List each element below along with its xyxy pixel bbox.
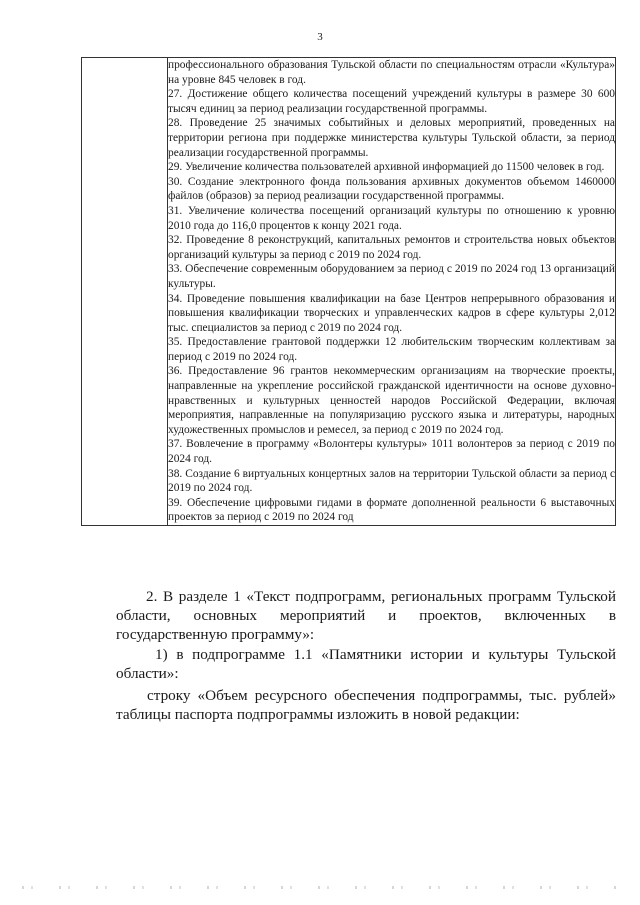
table-right-cell [168, 58, 616, 526]
target-item: 39. Обеспечение цифровыми гидами в формате дополненной реальности 6 выставочных проектов за период с 2019 по 2024 год [168, 496, 615, 524]
target-item: 31. Увеличение количества посещений организаций культуры по отношению к уровню 2010 года до 116,0 процентов к концу 2021 года. [168, 204, 615, 232]
target-item: 30. Создание электронного фонда пользования архивных документов объемом 1460000 файлов (образов) за период реализации государственной программы. [168, 175, 615, 203]
target-item: 35. Предоставление грантовой поддержки 12 любительским творческим коллективам за период с 2019 по 2024 год. [168, 336, 615, 363]
target-item: профессионального образования Тульской области по специальностям отрасли «Культура» на уровне 845 человек в год. [168, 59, 615, 86]
target-item: 38. Создание 6 виртуальных концертных залов на территории Тульской области за период с 2019 по 2024 год. [168, 467, 615, 495]
paragraph-subprogram-1-1: 1) в подпрограмме 1.1 «Памятники истории и культуры Тульской области»: [116, 646, 616, 682]
target-item: 32. Проведение 8 реконструкций, капитальных ремонтов и строительства новых объектов организаций культуры за период с 2019 по 2024 год. [168, 234, 615, 261]
target-item: 27. Достижение общего количества посещений учреждений культуры в размере 30 600 тысяч единиц за период реализации государственной программы. [168, 88, 615, 115]
page-number: 3 [317, 31, 323, 43]
target-item: 37. Вовлечение в программу «Волонтеры культуры» 1011 волонтеров за период с 2019 по 2024 год. [168, 438, 615, 466]
target-item: 34. Проведение повышения квалификации на базе Центров непрерывного образования и повышения квалификации творческих и управленческих кадров в сфере культуры 2,012 тыс. специалистов за период с 2019 по 2024 год. [168, 292, 615, 334]
target-item: 36. Предоставление 96 грантов некоммерческим организациям на творческие проекты, направленные на укрепление российской гражданской идентичности на основе духовно-нравственных и культурных ценностей народов Российской Федерации, включая мероприятия, направленные на популяризацию русского языка и литературы, народных художественных промыслов и ремесел, за период с 2019 по 2024 год. [168, 365, 615, 436]
scan-artifact [22, 886, 622, 889]
table-left-cell [82, 58, 168, 526]
target-item: 29. Увеличение количества пользователей архивной информацией до 11500 человек в год. [168, 161, 605, 174]
table-row [82, 58, 616, 526]
program-targets-table [81, 57, 616, 526]
paragraph-section-1: 2. В разделе 1 «Текст подпрограмм, региональных программ Тульской области, основных мероприятий и проектов, включенных в государственную программу»: [116, 588, 616, 643]
target-item: 33. Обеспечение современным оборудованием за период с 2019 по 2024 год 13 организаций культуры. [168, 263, 615, 290]
paragraph-resource-row: строку «Объем ресурсного обеспечения подпрограммы, тыс. рублей» таблицы паспорта подпрограммы изложить в новой редакции: [116, 687, 616, 723]
target-item: 28. Проведение 25 значимых событийных и деловых мероприятий, проведенных на территории региона при поддержке министерства культуры Тульской области, за период реализации государственной программы. [168, 117, 615, 159]
